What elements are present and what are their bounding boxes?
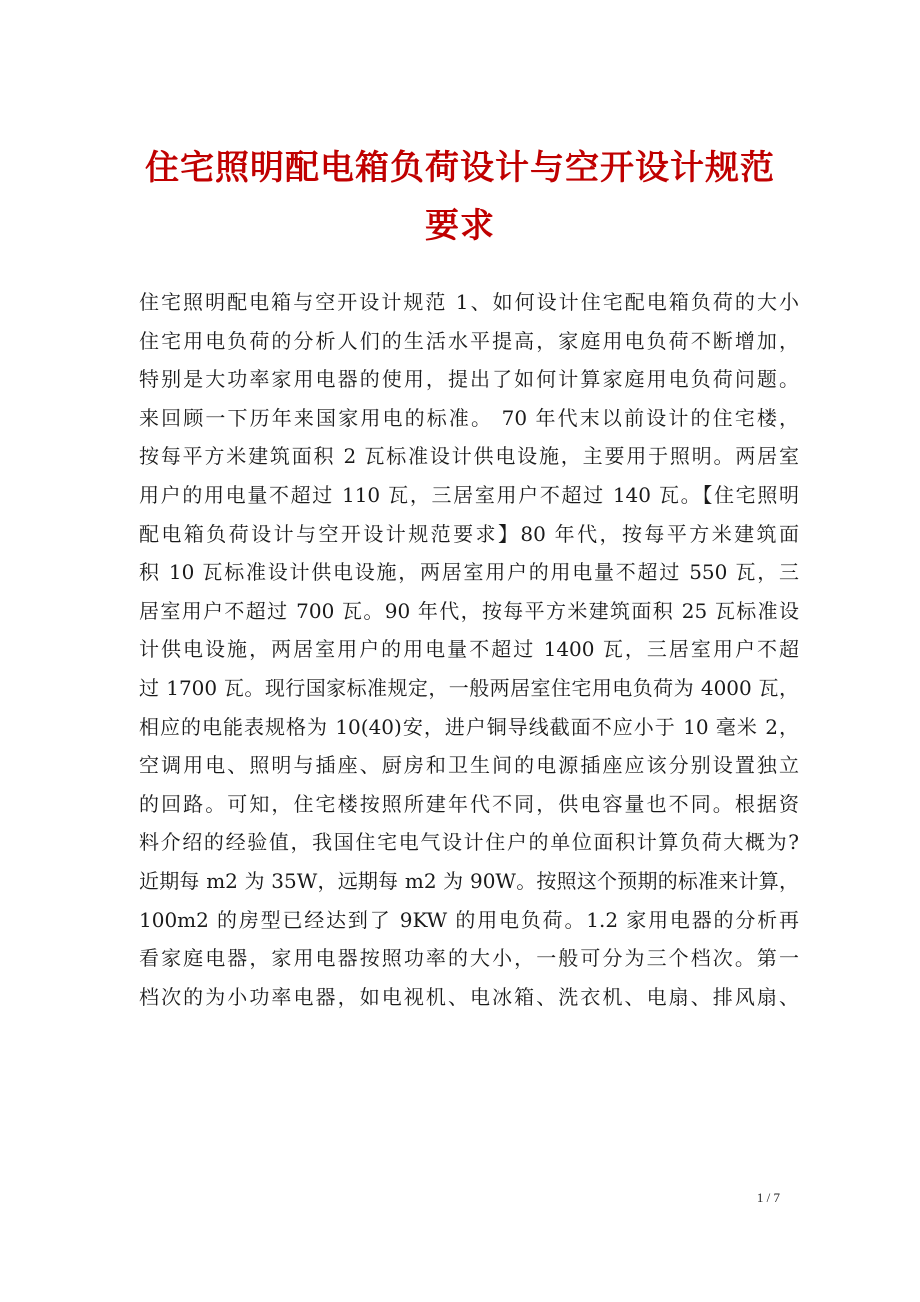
body-line: 过 1700 瓦。现行国家标准规定，一般两居室住宅用电负荷为 4000 瓦， xyxy=(139,675,799,700)
body-line: 配电箱负荷设计与空开设计规范要求】80 年代，按每平方米建筑面 xyxy=(139,521,799,546)
body-line: 居室用户不超过 700 瓦。90 年代，按每平方米建筑面积 25 瓦标准设 xyxy=(139,598,799,623)
document-title-line-2: 要求 xyxy=(425,206,495,246)
body-line: 住宅照明配电箱与空开设计规范 1、如何设计住宅配电箱负荷的大小 xyxy=(139,290,799,314)
body-line: 料介绍的经验值，我国住宅电气设计住户的单位面积计算负荷大概为? xyxy=(139,830,799,855)
document-body xyxy=(139,283,799,1016)
body-line: 住宅用电负荷的分析人们的生活水平提高，家庭用电负荷不断增加， xyxy=(139,328,799,353)
body-line: 用户的用电量不超过 110 瓦，三居室用户不超过 140 瓦。【住宅照明 xyxy=(139,482,799,507)
body-line: 积 10 瓦标准设计供电设施，两居室用户的用电量不超过 550 瓦，三 xyxy=(139,560,799,585)
page-number: 1 / 7 xyxy=(756,1190,780,1205)
body-line: 的回路。可知，住宅楼按照所建年代不同，供电容量也不同。根据资 xyxy=(139,791,799,816)
document-title-line-1: 住宅照明配电箱负荷设计与空开设计规范 xyxy=(145,148,775,188)
body-line: 按每平方米建筑面积 2 瓦标准设计供电设施，主要用于照明。两居室 xyxy=(139,444,799,469)
body-line: 空调用电、照明与插座、厨房和卫生间的电源插座应该分别设置独立 xyxy=(139,753,799,778)
body-line: 100m2 的房型已经达到了 9KW 的用电负荷。1.2 家用电器的分析再 xyxy=(139,907,799,932)
body-line: 档次的为小功率电器，如电视机、电冰箱、洗衣机、电扇、排风扇、 xyxy=(139,984,799,1009)
body-line: 相应的电能表规格为 10(40)安，进户铜导线截面不应小于 10 毫米 2， xyxy=(139,714,799,739)
body-line: 计供电设施，两居室用户的用电量不超过 1400 瓦，三居室用户不超 xyxy=(139,637,799,662)
body-line: 看家庭电器，家用电器按照功率的大小，一般可分为三个档次。第一 xyxy=(139,946,799,971)
body-line: 近期每 m2 为 35W，远期每 m2 为 90W。按照这个预期的标准来计算， xyxy=(139,868,799,893)
body-line: 来回顾一下历年来国家用电的标准。 70 年代末以前设计的住宅楼， xyxy=(139,405,799,430)
body-line: 特别是大功率家用电器的使用，提出了如何计算家庭用电负荷问题。 xyxy=(139,367,799,392)
